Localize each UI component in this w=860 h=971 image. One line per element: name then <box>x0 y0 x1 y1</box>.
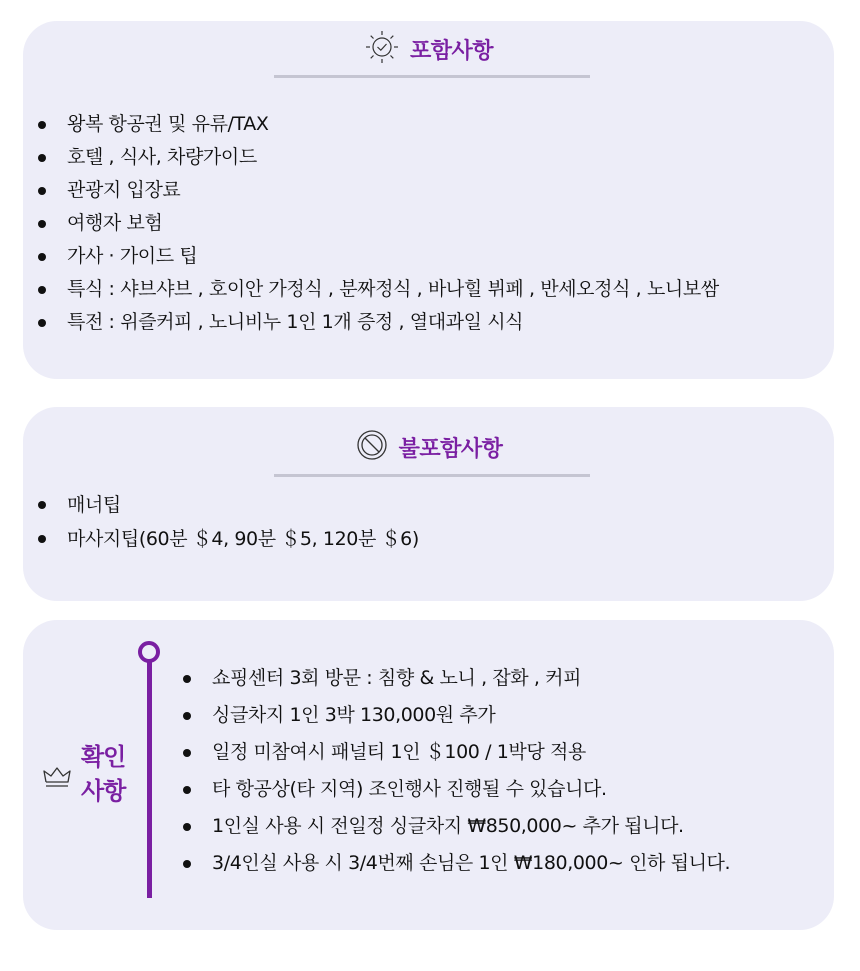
confirm-item: 쇼핑센터 3회 방문 : 침향 & 노니 , 잡화 , 커피 <box>182 660 730 697</box>
included-divider <box>274 75 590 78</box>
confirm-title-line1: 확인 <box>81 743 126 771</box>
included-item: 왕복 항공권 및 유류/TAX <box>37 108 719 141</box>
included-title: 포함사항 <box>409 38 493 64</box>
confirm-card <box>23 620 834 930</box>
excluded-title: 불포함사항 <box>398 436 503 462</box>
included-item: 여행자 보험 <box>37 207 719 240</box>
included-item: 특전 : 위즐커피 , 노니비누 1인 1개 증정 , 열대과일 시식 <box>37 306 719 339</box>
confirm-item: 1인실 사용 시 전일정 싱글차지 ₩850,000~ 추가 됩니다. <box>182 808 730 845</box>
timeline-line <box>147 650 152 898</box>
included-card <box>23 21 834 379</box>
excluded-item: 마사지팁(60분 ＄4, 90분 ＄5, 120분 ＄6) <box>37 522 419 556</box>
confirm-item: 싱글차지 1인 3박 130,000원 추가 <box>182 697 730 734</box>
confirm-item: 타 항공상(타 지역) 조인행사 진행될 수 있습니다. <box>182 771 730 808</box>
included-item: 호텔 , 식사, 차량가이드 <box>37 141 719 174</box>
included-list <box>37 108 719 339</box>
prohibited-icon <box>355 428 389 466</box>
excluded-header <box>23 428 834 466</box>
confirm-item: 일정 미참여시 패널티 1인 ＄100 / 1박당 적용 <box>182 734 730 771</box>
confirm-title <box>81 740 125 808</box>
confirm-item: 3/4인실 사용 시 3/4번째 손님은 1인 ₩180,000~ 인하 됩니다. <box>182 845 730 882</box>
included-item: 특식 : 샤브샤브 , 호이안 가정식 , 분짜정식 , 바나힐 뷔페 , 반세오정식 , 노니보쌈 <box>37 273 719 306</box>
excluded-card <box>23 407 834 601</box>
excluded-divider <box>274 474 590 477</box>
badge-check-icon <box>364 29 400 69</box>
included-header <box>23 29 834 69</box>
excluded-list <box>37 488 419 556</box>
crown-icon <box>42 766 72 792</box>
confirm-list <box>182 660 730 882</box>
confirm-title-line2: 사항 <box>81 777 126 805</box>
excluded-item: 매너팁 <box>37 488 419 522</box>
included-item: 가사 · 가이드 팁 <box>37 240 719 273</box>
included-item: 관광지 입장료 <box>37 174 719 207</box>
timeline-dot <box>138 641 160 663</box>
